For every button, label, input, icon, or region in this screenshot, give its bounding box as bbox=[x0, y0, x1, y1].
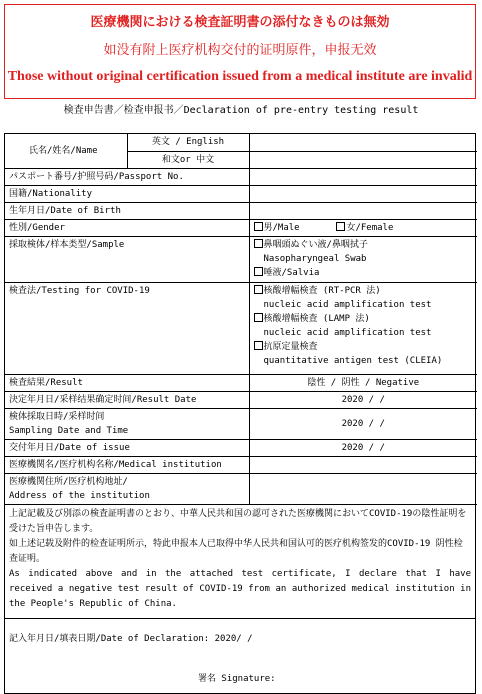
notice-japanese: 医療機関における検査証明書の添付なきものは無効 bbox=[90, 15, 390, 30]
sampling-label-line-2: Sampling Date and Time bbox=[9, 425, 129, 436]
rt-pcr-checkbox[interactable] bbox=[254, 285, 263, 294]
test-option-3-en: quantitative antigen test (CLEIA) bbox=[263, 355, 443, 366]
gender-label: 性別/Gender bbox=[5, 219, 249, 236]
declaration-japanese: 上記記載及び別添の検査証明書のとおり、中華人民共和国の認可された医療機関においてCOVID-19の陰性証明を受けた旨申告します。 bbox=[9, 508, 467, 534]
male-option-label: 男/Male bbox=[263, 222, 300, 233]
signature-field[interactable]: 署名 Signature: bbox=[198, 673, 276, 684]
nasopharyngeal-checkbox[interactable] bbox=[254, 239, 263, 248]
sample-option-1: 鼻咽頭ぬぐい液/鼻咽拭子 bbox=[263, 239, 368, 250]
passport-label: パスポート番号/护照号码/Passport No. bbox=[5, 168, 249, 185]
nationality-label: 国籍/Nationality bbox=[5, 185, 249, 202]
form-table bbox=[5, 134, 477, 505]
saliva-checkbox[interactable] bbox=[254, 267, 263, 276]
address-label-line-1: 医療機関住所/医疗机构地址/ bbox=[9, 476, 128, 487]
notice-chinese: 如没有附上医疗机构交付的证明原件，申报无效 bbox=[103, 43, 377, 58]
declaration-statement bbox=[5, 505, 475, 618]
name-english-label: 英文 / English bbox=[127, 134, 249, 151]
test-option-1: 核酸增幅検査 (RT-PCR 法) bbox=[263, 285, 381, 296]
passport-field[interactable] bbox=[249, 168, 477, 185]
sample-options bbox=[249, 236, 477, 282]
address-label-line-2: Address of the institution bbox=[9, 490, 150, 501]
test-option-3: 抗原定量検査 bbox=[263, 341, 318, 352]
sample-label: 採取検体/样本类型/Sample bbox=[5, 236, 249, 282]
gender-options bbox=[249, 219, 477, 236]
sample-option-2: 唾液/Salvia bbox=[263, 267, 320, 278]
declaration-chinese: 如上述记载及附件的检查证明所示，特此申报本人已取得中华人民共和国认可的医疗机构签发的COVID-19 阴性检查证明。 bbox=[9, 538, 463, 564]
female-option-label: 女/Female bbox=[346, 222, 394, 233]
dob-field[interactable] bbox=[249, 202, 477, 219]
name-cjk-label: 和文or 中文 bbox=[127, 151, 249, 168]
sampling-label-line-1: 検体採取日時/采样时间 bbox=[9, 411, 105, 422]
result-date-field[interactable]: 2020 / / bbox=[249, 391, 477, 408]
testing-label: 検査法/Testing for COVID-19 bbox=[5, 282, 249, 374]
nationality-field[interactable] bbox=[249, 185, 477, 202]
institution-field[interactable] bbox=[249, 456, 477, 473]
dob-label: 生年月日/Date of Birth bbox=[5, 202, 249, 219]
address-field[interactable] bbox=[249, 473, 477, 504]
name-label: 氏名/姓名/Name bbox=[5, 134, 127, 168]
name-cjk-field[interactable] bbox=[249, 151, 477, 168]
name-english-field[interactable] bbox=[249, 134, 477, 151]
declaration-english: As indicated above and in the attached test certificate, I declare that I have received a negative test result of COVID-19 from an authorized medical institution in the People's Republic of China. bbox=[9, 568, 471, 609]
test-option-1-en: nucleic acid amplification test bbox=[263, 299, 432, 310]
test-option-2: 核酸增幅検査 (LAMP 法) bbox=[263, 313, 370, 324]
address-label bbox=[5, 473, 249, 504]
lamp-checkbox[interactable] bbox=[254, 313, 263, 322]
male-checkbox[interactable] bbox=[254, 222, 263, 231]
female-checkbox[interactable] bbox=[336, 222, 345, 231]
issue-date-label: 交付年月日/Date of issue bbox=[5, 439, 249, 456]
document-title: 検査申告書／检查申报书／Declaration of pre-entry testing result bbox=[63, 105, 419, 116]
institution-label: 医療機関名/医疗机构名称/Medical institution bbox=[5, 456, 249, 473]
declaration-date[interactable]: 記入年月日/填表日期/Date of Declaration: 2020/ / bbox=[9, 633, 253, 644]
result-label: 検査結果/Result bbox=[5, 374, 249, 391]
test-option-2-en: nucleic acid amplification test bbox=[263, 327, 432, 338]
result-value: 陰性 / 阴性 / Negative bbox=[249, 374, 477, 391]
sampling-date-label bbox=[5, 408, 249, 439]
invalid-notice-banner bbox=[4, 4, 476, 99]
issue-date-field[interactable]: 2020 / / bbox=[249, 439, 477, 456]
antigen-checkbox[interactable] bbox=[254, 341, 263, 350]
sampling-date-field[interactable]: 2020 / / bbox=[249, 408, 477, 439]
notice-english: Those without original certification issued from a medical institute are invalid bbox=[7, 69, 473, 84]
signature-section bbox=[5, 618, 475, 693]
testing-options bbox=[249, 282, 477, 374]
sample-option-1-en: Nasopharyngeal Swab bbox=[263, 253, 367, 264]
result-date-label: 決定年月日/采样结果确定时间/Result Date bbox=[5, 391, 249, 408]
declaration-form bbox=[4, 133, 476, 694]
